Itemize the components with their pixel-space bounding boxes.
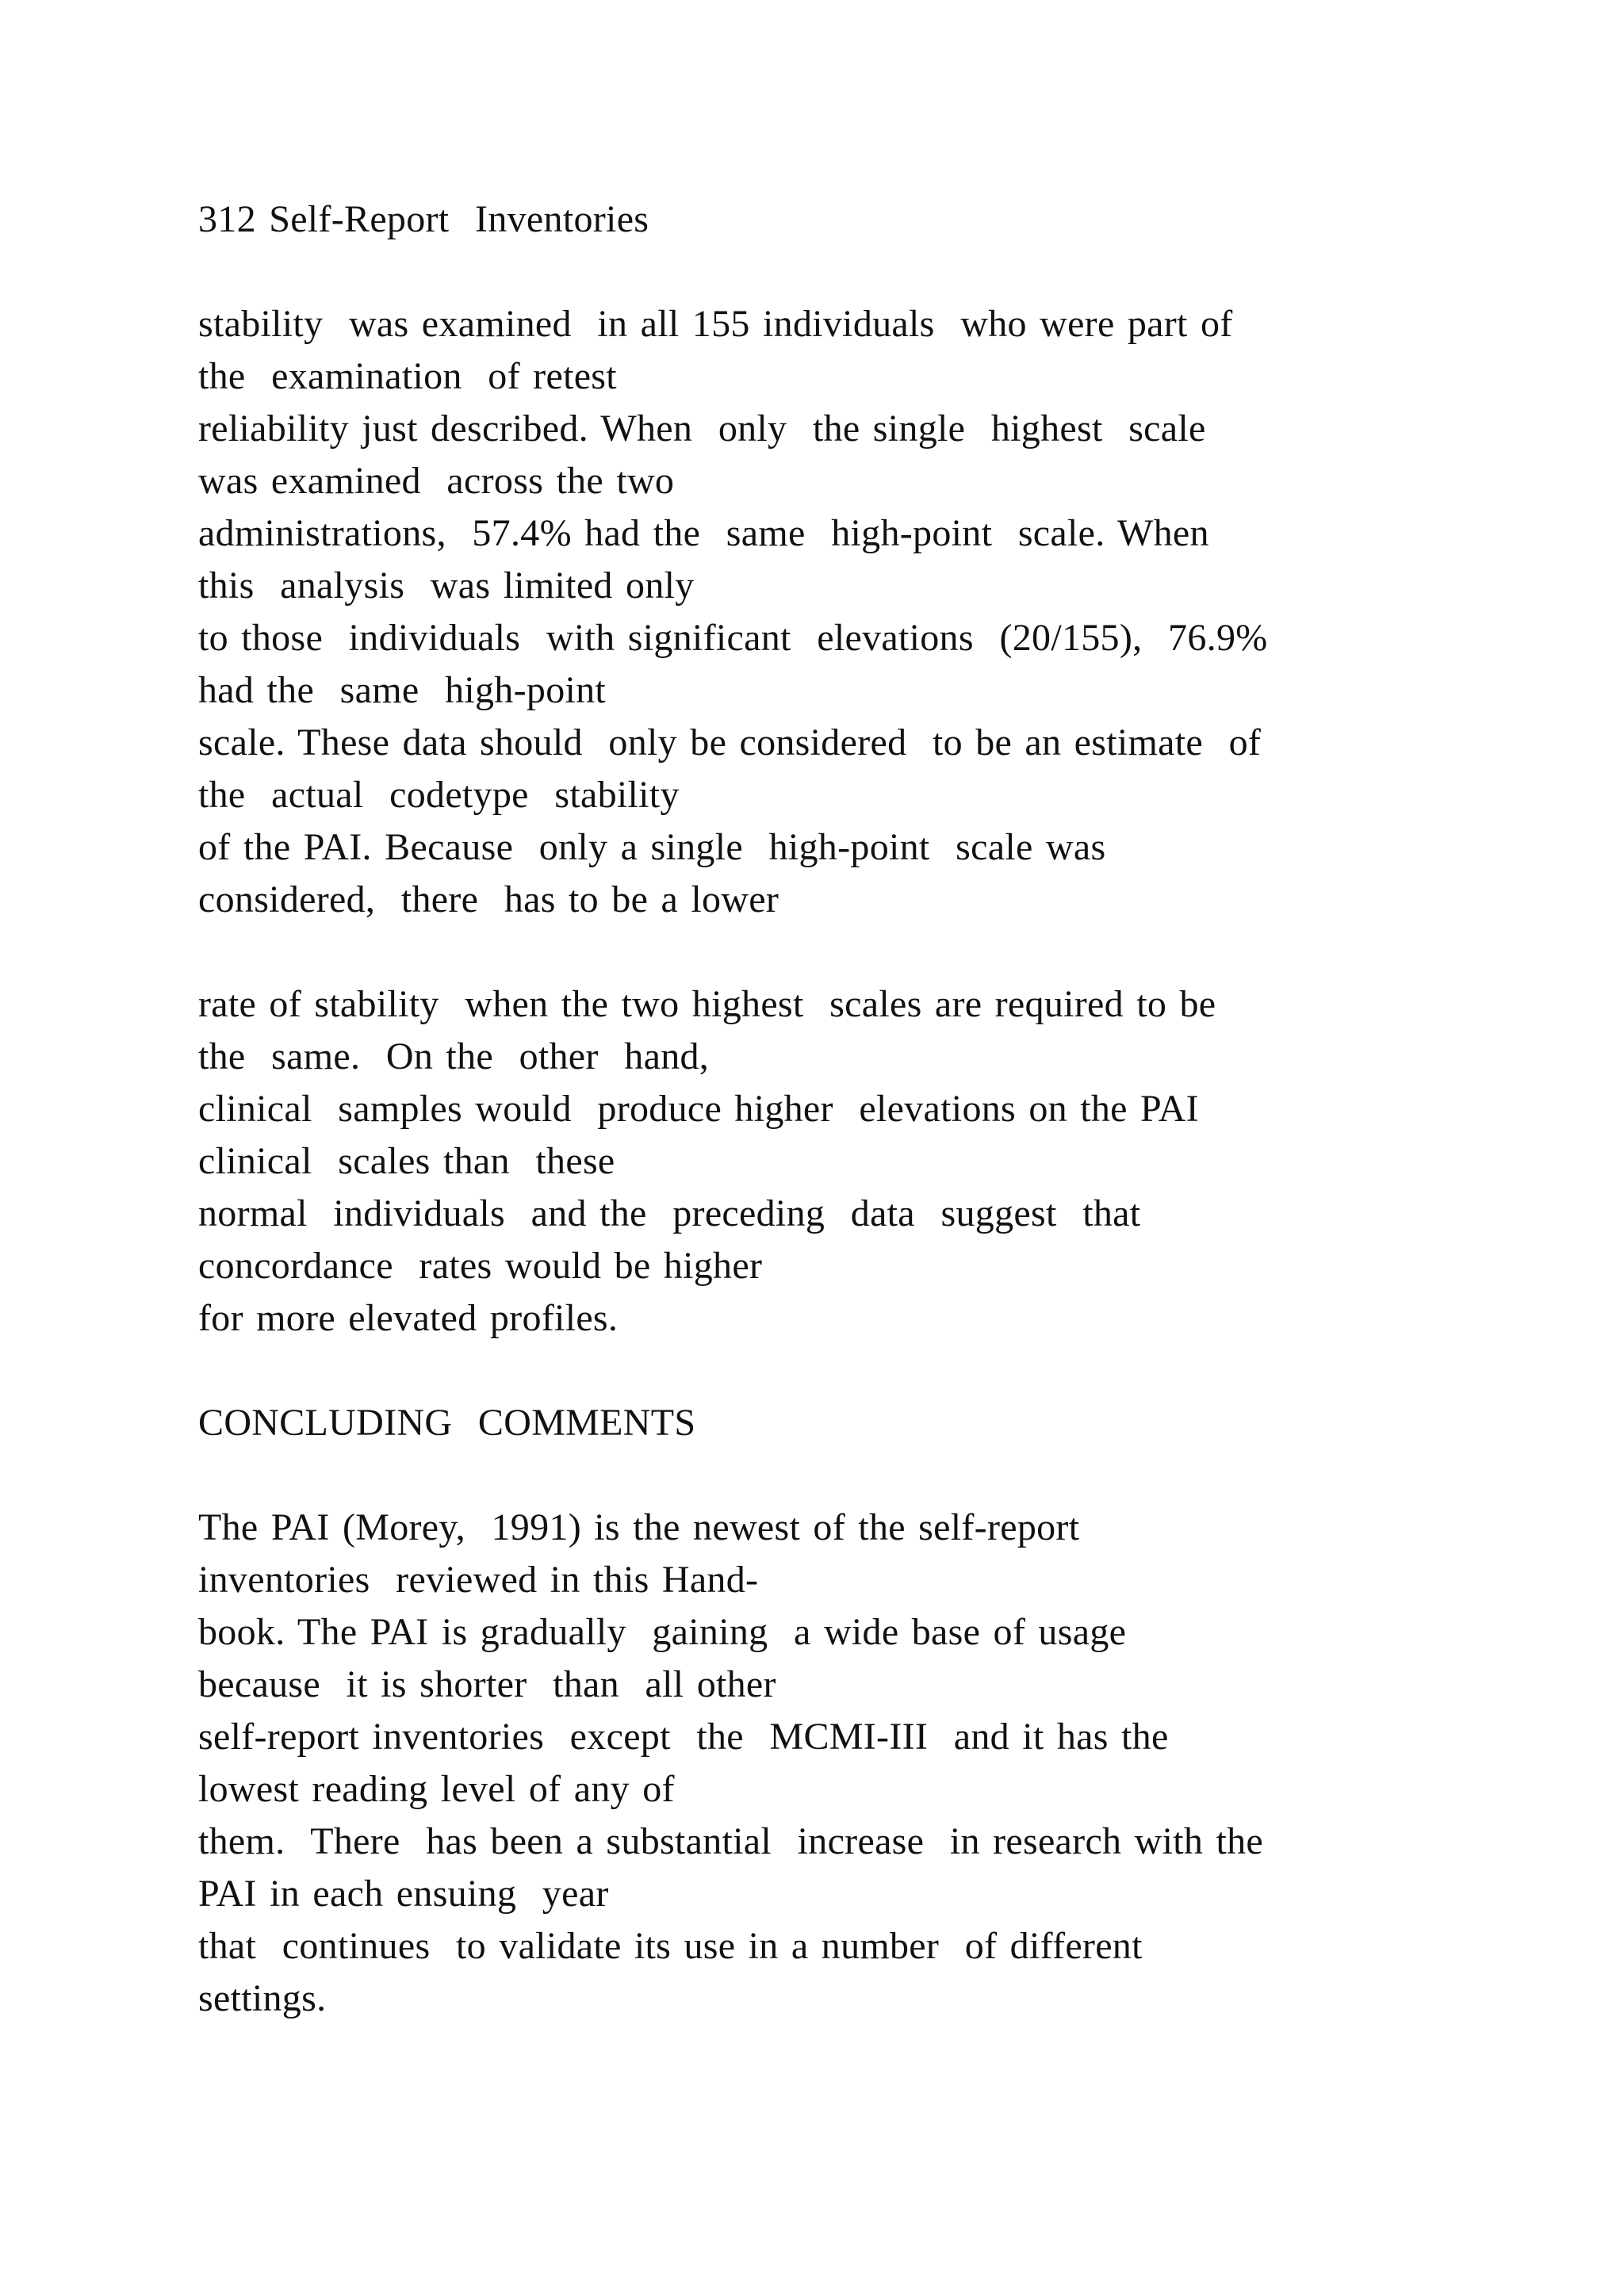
paragraph-rate-of-stability	[198, 978, 1546, 1345]
running-head: 312 Self-Report Inventories	[198, 198, 649, 240]
text-line: the actual codetype stability	[198, 774, 680, 816]
text-line: of the PAI. Because only a single high-point scale was	[198, 826, 1106, 868]
text-line: reliability just described. When only the single highest scale	[198, 408, 1206, 450]
text-line: the same. On the other hand,	[198, 1035, 710, 1077]
text-line: considered, there has to be a lower	[198, 878, 779, 920]
text-line: had the same high-point	[198, 669, 607, 711]
text-line: this analysis was limited only	[198, 564, 695, 607]
paragraph-concluding-comments	[198, 1502, 1546, 2025]
spacer	[198, 926, 1546, 978]
text-line: normal individuals and the preceding data suggest that	[198, 1192, 1141, 1234]
section-heading: CONCLUDING COMMENTS	[198, 1402, 696, 1444]
text-line: scale. These data should only be considered to be an estimate of	[198, 721, 1262, 763]
paragraph-stability	[198, 298, 1546, 926]
text-line: them. There has been a substantial increase in research with the	[198, 1820, 1264, 1862]
text-line: concordance rates would be higher	[198, 1245, 763, 1287]
text-line: The PAI (Morey, 1991) is the newest of the self-report	[198, 1506, 1080, 1548]
text-line: inventories reviewed in this Hand-	[198, 1559, 759, 1601]
text-line: clinical samples would produce higher elevations on the PAI	[198, 1088, 1199, 1130]
text-line: PAI in each ensuing year	[198, 1873, 609, 1915]
text-line: settings.	[198, 1977, 327, 2019]
text-line: self-report inventories except the MCMI-III and it has the	[198, 1716, 1169, 1758]
spacer	[198, 1345, 1546, 1397]
text-line: clinical scales than these	[198, 1140, 615, 1182]
text-line: was examined across the two	[198, 460, 675, 502]
text-line: rate of stability when the two highest scales are required to be	[198, 983, 1216, 1025]
text-line: book. The PAI is gradually gaining a wide base of usage	[198, 1611, 1127, 1653]
text-line: for more elevated profiles.	[198, 1297, 619, 1339]
document-body	[198, 193, 1546, 2025]
spacer	[198, 246, 1546, 298]
text-line: stability was examined in all 155 individuals who were part of	[198, 303, 1233, 345]
text-line: administrations, 57.4% had the same high-point scale. When	[198, 512, 1209, 554]
text-line: the examination of retest	[198, 355, 617, 397]
text-line: that continues to validate its use in a number of different	[198, 1925, 1143, 1967]
text-line: to those individuals with significant elevations (20/155), 76.9%	[198, 617, 1268, 659]
spacer	[198, 1449, 1546, 1502]
text-line: because it is shorter than all other	[198, 1663, 776, 1705]
text-line: lowest reading level of any of	[198, 1768, 675, 1810]
